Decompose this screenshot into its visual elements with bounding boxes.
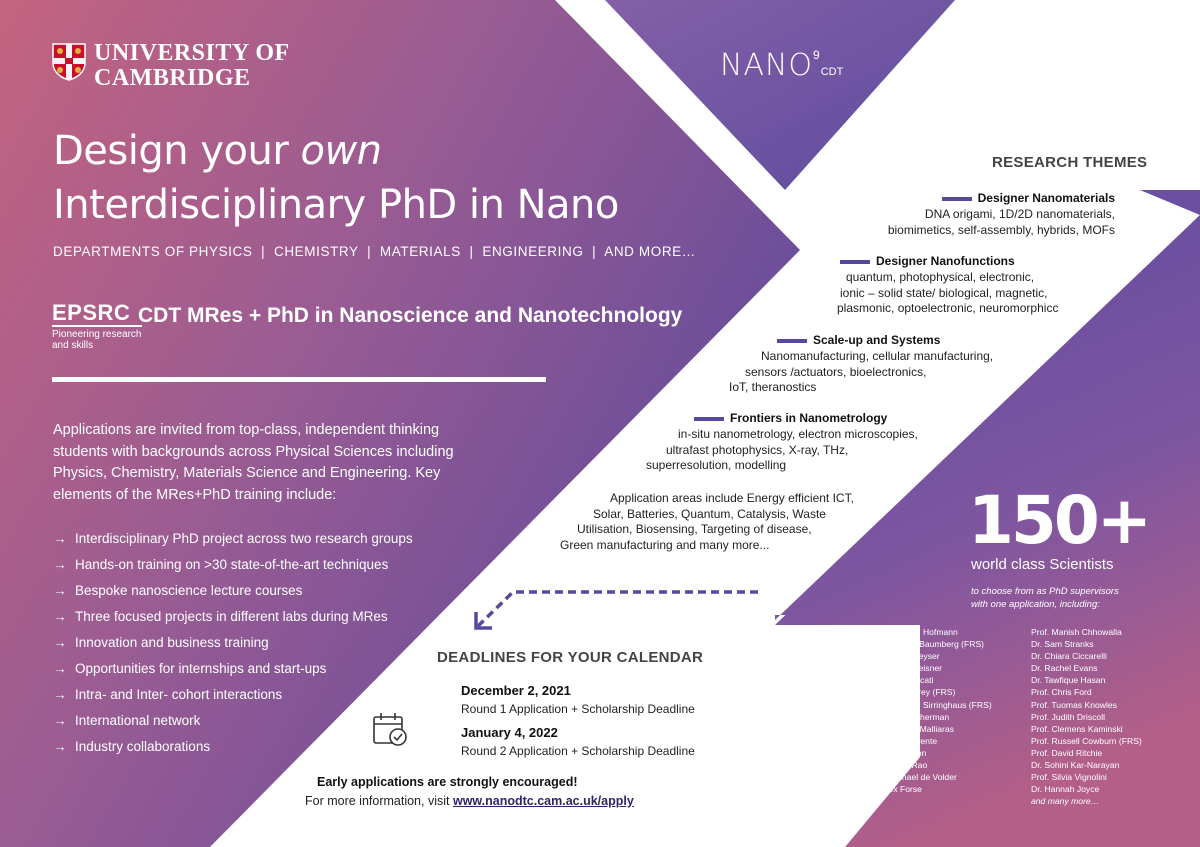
- theme-title: [777, 333, 993, 347]
- scientist-name: Dr. Rachel Evans: [1031, 663, 1098, 674]
- list-item-text: Bespoke nanoscience lecture courses: [75, 583, 303, 598]
- arrow-right-icon: →: [53, 635, 67, 650]
- research-themes-title: RESEARCH THEMES: [992, 154, 1148, 171]
- scientists-more: and many more…: [1031, 796, 1100, 807]
- hero-title: [53, 124, 703, 232]
- accent-bar: [694, 417, 724, 421]
- intro-line: students with backgrounds across Physical Sciences including: [53, 443, 454, 460]
- deadline-item: [461, 683, 695, 716]
- arrow-right-icon: →: [53, 739, 67, 754]
- theme-line: DNA origami, 1D/2D nanomaterials,: [924, 207, 1115, 221]
- arrow-right-icon: →: [53, 609, 67, 624]
- university-line2: CAMBRIDGE: [94, 65, 251, 91]
- intro-line: Physics, Chemistry, Materials Science and Engineering. Key: [53, 465, 441, 481]
- arrow-right-icon: →: [53, 557, 67, 572]
- theme-title-text: Designer Nanomaterials: [977, 191, 1115, 205]
- apply-link[interactable]: www.nanodtc.cam.ac.uk/apply: [452, 794, 634, 808]
- theme-line: sensors /actuators, bioelectronics,: [745, 364, 927, 379]
- application-line: Application areas include Energy efficient ICT,: [610, 491, 854, 505]
- theme-line: in-situ nanometrology, electron microscopies,: [678, 427, 918, 441]
- list-item-text: Intra- and Inter- cohort interactions: [75, 687, 283, 702]
- calendar-check-icon: [372, 711, 410, 749]
- programme-heading: CDT MRes + PhD in Nanoscience and Nanotechnology: [138, 304, 683, 327]
- theme-block: [646, 411, 918, 474]
- epsrc-logo: [52, 302, 142, 351]
- list-item: [53, 708, 413, 734]
- arrow-right-icon: →: [53, 661, 67, 676]
- intro-paragraph: [53, 420, 454, 506]
- scientist-name: Dr. Hannah Joyce: [1031, 784, 1100, 795]
- list-item: [53, 734, 413, 760]
- divider: [52, 377, 546, 382]
- deadline-item: [461, 725, 695, 758]
- scientist-name: Prof. David Ritchie: [1031, 747, 1103, 758]
- scientists-sub: [971, 585, 1119, 611]
- scientist-name: Prof. Oren Scherman: [868, 711, 950, 722]
- scientist-name: Prof. Tuomas Knowles: [1031, 699, 1117, 710]
- university-crest-icon: [52, 43, 86, 81]
- nano-logo-superscript: 9: [813, 48, 820, 62]
- training-list: [53, 526, 413, 760]
- hero-title-start: Design your: [53, 128, 301, 174]
- list-item: [53, 526, 413, 552]
- theme-title-text: Frontiers in Nanometrology: [730, 411, 888, 425]
- list-item-text: Opportunities for internships and start-ups: [75, 661, 327, 676]
- hero-title-line2: Interdisciplinary PhD in Nano: [53, 182, 619, 228]
- list-item: [53, 578, 413, 604]
- scientist-name: Prof. Russell Cowburn (FRS): [1031, 735, 1142, 746]
- theme-block: [888, 191, 1115, 238]
- theme-line: ultrafast photophysics, X-ray, THz,: [666, 442, 849, 457]
- scientist-name: Prof. Stephan Hofmann: [868, 627, 958, 637]
- epsrc-sub2: and skills: [52, 340, 94, 351]
- scientist-name: Prof. Chris Ford: [1031, 687, 1092, 698]
- accent-bar: [840, 260, 870, 264]
- list-item-text: Interdisciplinary PhD project across two research groups: [75, 531, 413, 546]
- scientist-name: Prof. Ulrich Keyser: [868, 651, 940, 662]
- list-item-text: Industry collaborations: [75, 739, 211, 754]
- theme-title: [888, 191, 1115, 205]
- accent-bar: [942, 197, 972, 201]
- more-info-line: [305, 794, 634, 808]
- theme-line: ionic – solid state/ biological, magnetic,: [840, 285, 1048, 300]
- scientist-name: Dr. Laura Torrente: [868, 735, 938, 746]
- epsrc-sub1: Pioneering research: [52, 329, 142, 340]
- scientist-name: Prof. Manish Chhowalla: [1031, 627, 1122, 637]
- deadline-desc: Round 2 Application + Scholarship Deadline: [461, 744, 695, 758]
- theme-line: biomimetics, self-assembly, hybrids, MOFs: [887, 222, 1115, 237]
- university-name: [94, 41, 290, 91]
- dashed-arrow-icon: [468, 584, 768, 634]
- scientist-name: Prof. Jeremy Baumberg (FRS): [868, 639, 985, 650]
- scientist-name: Prof. Michael de Volder: [868, 772, 957, 783]
- epsrc-word: EPSRC: [52, 302, 142, 327]
- application-areas: [560, 491, 854, 553]
- list-item-text: International network: [75, 713, 201, 728]
- scientists-sub-line: with one application, including:: [971, 599, 1100, 610]
- hero-title-emphasis: own: [300, 128, 382, 174]
- hero-title-line1: [53, 124, 703, 178]
- list-item: [53, 656, 413, 682]
- nano-cdt-logo: [720, 48, 843, 83]
- deadline-date: December 2, 2021: [461, 683, 571, 698]
- deadline-desc: Round 1 Application + Scholarship Deadline: [461, 702, 695, 716]
- deadlines-title: DEADLINES FOR YOUR CALENDAR: [437, 649, 704, 666]
- scientist-name: Dr. Sian Dutton: [868, 747, 927, 758]
- scientists-label: world class Scientists: [971, 556, 1114, 573]
- scientist-name: Dr. Alex Forse: [868, 784, 922, 795]
- scientist-name: Prof. Cate Ducati: [868, 675, 934, 686]
- theme-title: [694, 411, 918, 425]
- application-line: Utilisation, Biosensing, Targeting of disease,: [577, 522, 812, 536]
- application-line: Solar, Batteries, Quantum, Catalysis, Waste: [593, 506, 826, 521]
- scientist-name: Prof. George Malliaras: [868, 723, 954, 734]
- nano-logo-text: NANO: [720, 48, 814, 83]
- scientist-name: Prof. Erwin Reisner: [868, 663, 943, 674]
- scientist-name: Prof. Clare Grey (FRS): [868, 687, 956, 698]
- theme-title-text: Designer Nanofunctions: [876, 254, 1015, 268]
- theme-title-text: Scale-up and Systems: [813, 333, 941, 347]
- deadline-date: January 4, 2022: [461, 725, 558, 740]
- scientist-name: Dr. Chiara Ciccarelli: [1031, 651, 1107, 662]
- intro-line: elements of the MRes+PhD training include:: [53, 486, 337, 503]
- scientist-name: Dr. Akshay Rao: [868, 760, 928, 771]
- theme-line: Nanomanufacturing, cellular manufacturing,: [761, 349, 994, 363]
- departments-line: DEPARTMENTS OF PHYSICS | CHEMISTRY | MATERIALS | ENGINEERING | AND MORE…: [53, 244, 696, 259]
- accent-bar: [777, 339, 807, 343]
- theme-block: [837, 254, 1059, 317]
- list-item: [53, 630, 413, 656]
- list-item: [53, 682, 413, 708]
- list-item-text: Innovation and business training: [75, 635, 269, 650]
- theme-line: plasmonic, optoelectronic, neuromorphicc: [837, 301, 1059, 315]
- scientists-sub-line: to choose from as PhD supervisors: [971, 586, 1119, 597]
- scientist-name: Prof. Henning Sirringhaus (FRS): [868, 699, 992, 710]
- list-item-text: Hands-on training on >30 state-of-the-art techniques: [75, 557, 389, 572]
- scientist-name: Dr. Tawfique Hasan: [1031, 675, 1106, 686]
- theme-block: [729, 333, 994, 396]
- arrow-right-icon: →: [53, 713, 67, 728]
- more-info-prefix: For more information, visit: [305, 794, 453, 808]
- arrow-right-icon: →: [53, 583, 67, 598]
- scientists-column-2: [1031, 626, 1142, 807]
- list-item: [53, 552, 413, 578]
- early-applications-note: Early applications are strongly encouraged!: [317, 775, 578, 789]
- scientist-name: Prof. Silvia Vignolini: [1031, 772, 1107, 783]
- scientist-name: Prof. Clemens Kaminski: [1031, 723, 1123, 734]
- list-item: [53, 604, 413, 630]
- nano-logo-cdt: CDT: [820, 66, 844, 78]
- list-item-text: Three focused projects in different labs during MRes: [75, 609, 388, 624]
- scientists-count: 150+: [968, 482, 1150, 559]
- theme-line: IoT, theranostics: [729, 380, 817, 394]
- scientist-name: Dr. Sam Stranks: [1031, 639, 1094, 650]
- intro-line: Applications are invited from top-class, independent thinking: [53, 422, 440, 438]
- theme-line: superresolution, modelling: [646, 458, 787, 472]
- scientist-name: Prof. Judith Driscoll: [1031, 711, 1106, 722]
- theme-line: quantum, photophysical, electronic,: [846, 270, 1035, 284]
- application-line: Green manufacturing and many more...: [560, 537, 770, 552]
- university-line1: UNIVERSITY OF: [94, 40, 290, 66]
- theme-title: [840, 254, 1058, 268]
- scientists-column-1: [868, 626, 992, 795]
- arrow-right-icon: →: [53, 687, 67, 702]
- scientist-name: Dr. Sohini Kar-Narayan: [1031, 760, 1120, 771]
- arrow-right-icon: →: [53, 531, 67, 546]
